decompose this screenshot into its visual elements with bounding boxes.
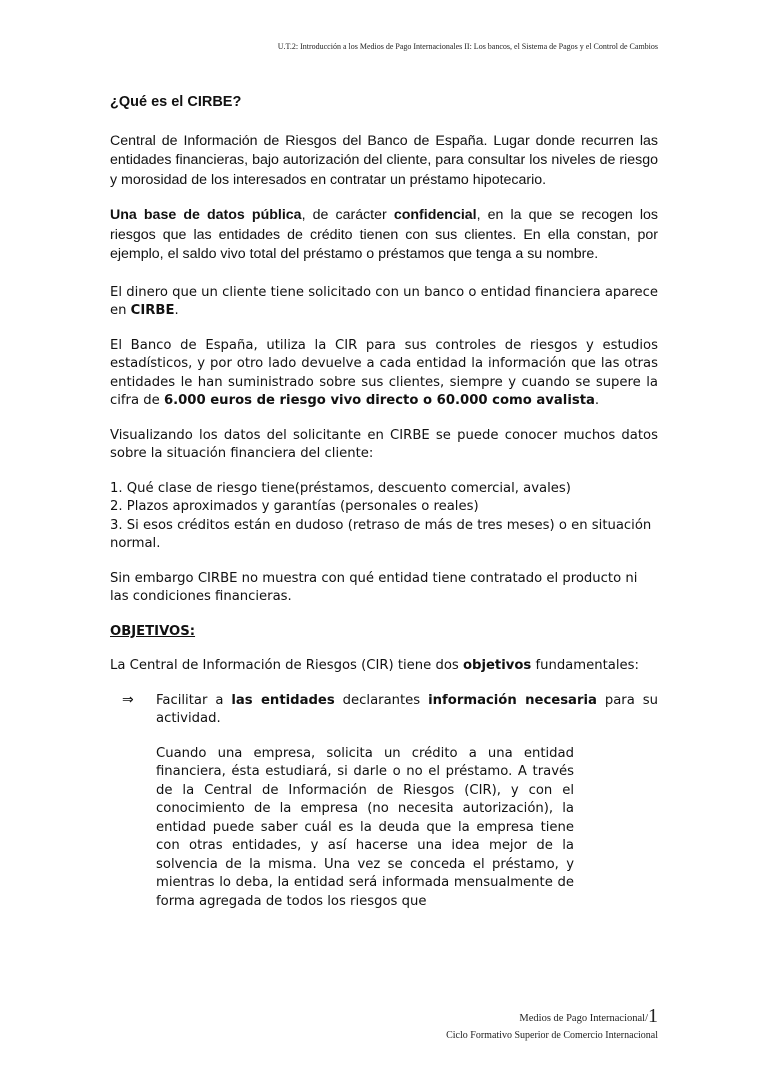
footer-course: Ciclo Formativo Superior de Comercio Internacional (446, 1030, 658, 1041)
text-run: , de carácter (301, 207, 394, 223)
paragraph-sin-embargo: Sin embargo CIRBE no muestra con qué entidad tiene contratado el producto ni las condiciones financieras. (110, 570, 638, 604)
bold-text: confidencial (393, 207, 477, 223)
bold-text: objetivos (462, 658, 532, 673)
paragraph-objetivos-intro (110, 657, 658, 676)
footer-subject-line (446, 1005, 658, 1028)
paragraph-empresa-credito: Cuando una empresa, solicita un crédito a una entidad financiera, ésta estudiará, si darle o no el préstamo. A través de la Central de Información de Riesgos (CIR), y con el conocimiento de la empresa (no necesita autorización), la entidad puede saber cuál es la deuda que la empresa tiene con otras entidades, y así hacerse una idea mejor de la solvencia de la misma. Una vez se conceda el préstamo, y mientras lo deba, la entidad será informada mensualmente de forma agregada de todos los riesgos que (156, 745, 574, 909)
document-body (110, 93, 658, 911)
heading-text: OBJETIVOS: (110, 623, 196, 639)
running-header: U.T.2: Introducción a los Medios de Pago Internacionales II: Los bancos, el Sistema de Pagos y el Control de Cambios (277, 42, 658, 51)
text-run: Facilitar a (156, 692, 232, 708)
bold-text: 6.000 euros de riesgo vivo directo o 60.000 como avalista (163, 393, 595, 408)
section-title: ¿Qué es el CIRBE? (110, 94, 242, 110)
text-run: . (594, 393, 600, 408)
paragraph-money (110, 284, 658, 321)
text-run: para su actividad. (156, 692, 658, 726)
objetivos-heading (110, 623, 658, 642)
paragraph-visualizando: Visualizando los datos del solicitante en CIRBE se puede conocer muchos datos sobre la situación financiera del cliente: (110, 427, 658, 461)
bold-text: las entidades (231, 692, 335, 708)
footer-subject: Medios de Pago Internacional/ (519, 1013, 648, 1024)
paragraph-definition: Central de Información de Riesgos del Banco de España. Lugar donde recurren las entidades financieras, bajo autorización del cliente, para consultar los niveles de riesgo y morosidad de los interesados en contratar un préstamo hipotecario. (110, 132, 658, 188)
text-run: . (174, 303, 179, 318)
text-run: , en la que se recogen los riesgos que las entidades de crédito tienen con sus clientes. En ella constan, por ejemplo, el saldo vivo total del préstamo o préstamos que tenga a su nombre. (110, 207, 658, 262)
text-run: fundamentales: (531, 658, 639, 673)
list-item: 1. Qué clase de riesgo tiene(préstamos, descuento comercial, avales) (110, 480, 571, 496)
bold-text: CIRBE (130, 303, 175, 318)
bold-text: información necesaria (428, 692, 597, 708)
text-run: El Banco de España, utiliza la CIR para sus controles de riesgos y estudios estadísticos, y por otro lado devuelve a cada entidad la información que las otras entidades le han suministrado sobre sus clientes, siempre y cuando se supere la cifra de (110, 337, 658, 408)
list-item: 2. Plazos aproximados y garantías (personales o reales) (110, 499, 479, 514)
text-run: La Central de Información de Riesgos (CIR) tiene dos (110, 658, 463, 673)
bullet-item-facilitar (110, 692, 658, 729)
paragraph-banco-espana (110, 337, 658, 411)
arrow-icon: ⇒ (122, 691, 134, 708)
text-run: El dinero que un cliente tiene solicitado con un banco o entidad financiera aparece en (110, 284, 658, 318)
text-run: declarantes (334, 692, 429, 708)
list-item: 3. Si esos créditos están en dudoso (retraso de más de tres meses) o en situación normal. (110, 517, 652, 551)
page-footer (446, 1005, 658, 1041)
numbered-list (110, 480, 658, 554)
paragraph-database (110, 206, 658, 265)
bullet-text (156, 692, 658, 729)
page-number: 1 (648, 1005, 658, 1027)
bold-text: Una base de datos pública (110, 207, 302, 223)
